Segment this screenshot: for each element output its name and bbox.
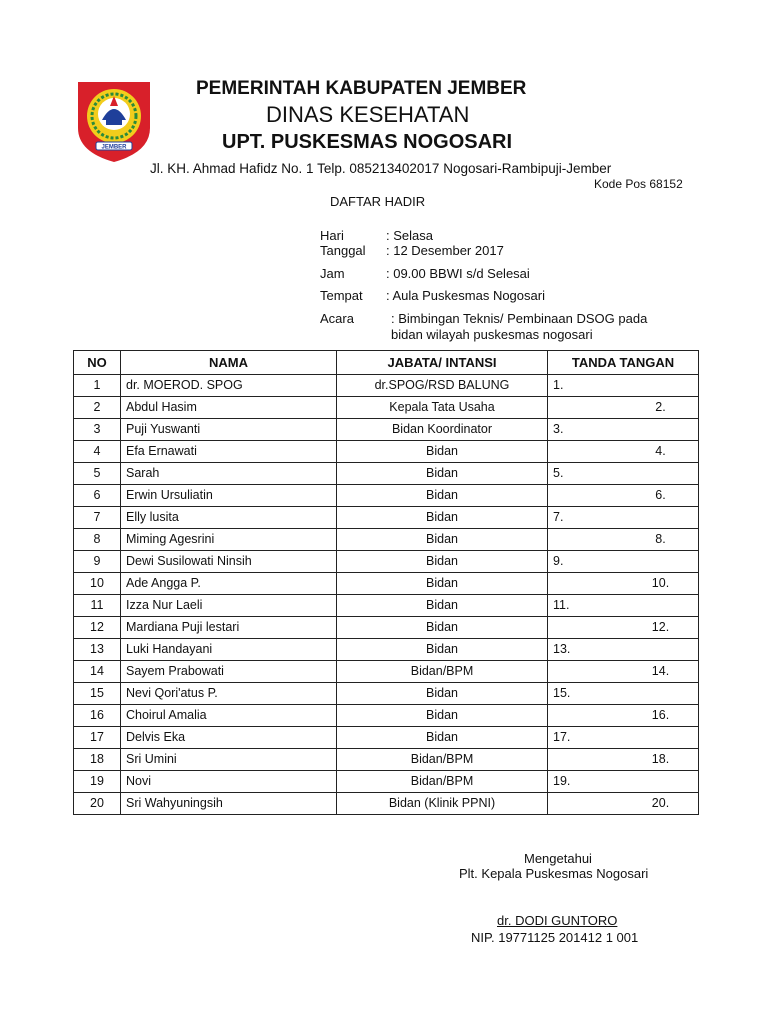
- cell-jabatan: Bidan: [337, 529, 548, 551]
- info-tempat-label: Tempat: [320, 288, 363, 303]
- cell-nama: Novi: [121, 771, 337, 793]
- cell-jabatan: Bidan/BPM: [337, 771, 548, 793]
- cell-nama: Puji Yuswanti: [121, 419, 337, 441]
- cell-jabatan: Bidan: [337, 463, 548, 485]
- cell-jabatan: Kepala Tata Usaha: [337, 397, 548, 419]
- info-jam-value: : 09.00 BBWI s/d Selesai: [386, 266, 530, 281]
- cell-no: 13: [74, 639, 121, 661]
- header-postal-code: Kode Pos 68152: [594, 177, 683, 191]
- cell-jabatan: dr.SPOG/RSD BALUNG: [337, 375, 548, 397]
- signature-nip: NIP. 19771125 201412 1 001: [471, 930, 639, 945]
- cell-tanda-tangan: 7.: [548, 507, 699, 529]
- table-row: [74, 771, 699, 793]
- cell-jabatan: Bidan: [337, 705, 548, 727]
- cell-no: 8: [74, 529, 121, 551]
- info-hari-label: Hari: [320, 228, 344, 243]
- signature-name: dr. DODI GUNTORO: [497, 913, 618, 928]
- signature-mengetahui: Mengetahui: [524, 851, 592, 866]
- cell-nama: Nevi Qori'atus P.: [121, 683, 337, 705]
- cell-no: 14: [74, 661, 121, 683]
- cell-tanda-tangan: 19.: [548, 771, 699, 793]
- cell-nama: Erwin Ursuliatin: [121, 485, 337, 507]
- cell-no: 19: [74, 771, 121, 793]
- signature-position: Plt. Kepala Puskesmas Nogosari: [459, 866, 649, 881]
- doc-title: DAFTAR HADIR: [330, 194, 426, 209]
- cell-no: 15: [74, 683, 121, 705]
- jember-regency-logo: [74, 78, 154, 164]
- table-row: [74, 441, 699, 463]
- cell-nama: Mardiana Puji lestari: [121, 617, 337, 639]
- attendance-table: [73, 350, 699, 815]
- cell-tanda-tangan: 13.: [548, 639, 699, 661]
- header-line2: DINAS KESEHATAN: [266, 102, 470, 127]
- cell-nama: Dewi Susilowati Ninsih: [121, 551, 337, 573]
- cell-jabatan: Bidan: [337, 639, 548, 661]
- cell-nama: Izza Nur Laeli: [121, 595, 337, 617]
- cell-tanda-tangan: 1.: [548, 375, 699, 397]
- cell-no: 16: [74, 705, 121, 727]
- cell-jabatan: Bidan: [337, 617, 548, 639]
- cell-nama: Luki Handayani: [121, 639, 337, 661]
- cell-nama: Abdul Hasim: [121, 397, 337, 419]
- table-row: [74, 595, 699, 617]
- header-address: Jl. KH. Ahmad Hafidz No. 1 Telp. 085213402017 Nogosari-Rambipuji-Jember: [150, 161, 612, 176]
- table-row: [74, 507, 699, 529]
- cell-no: 6: [74, 485, 121, 507]
- info-tanggal-value: : 12 Desember 2017: [386, 243, 504, 258]
- cell-tanda-tangan: 17.: [548, 727, 699, 749]
- cell-nama: Sayem Prabowati: [121, 661, 337, 683]
- cell-no: 11: [74, 595, 121, 617]
- cell-tanda-tangan: 14.: [548, 661, 699, 683]
- cell-nama: dr. MOEROD. SPOG: [121, 375, 337, 397]
- cell-no: 9: [74, 551, 121, 573]
- cell-no: 7: [74, 507, 121, 529]
- table-row: [74, 551, 699, 573]
- cell-no: 3: [74, 419, 121, 441]
- cell-no: 4: [74, 441, 121, 463]
- cell-tanda-tangan: 9.: [548, 551, 699, 573]
- cell-tanda-tangan: 5.: [548, 463, 699, 485]
- cell-jabatan: Bidan: [337, 683, 548, 705]
- cell-tanda-tangan: 10.: [548, 573, 699, 595]
- cell-no: 10: [74, 573, 121, 595]
- info-acara-value-1: : Bimbingan Teknis/ Pembinaan DSOG pada: [391, 311, 648, 326]
- table-row: [74, 727, 699, 749]
- cell-jabatan: Bidan: [337, 551, 548, 573]
- col-header-tanda-tangan: TANDA TANGAN: [548, 351, 699, 375]
- table-row: [74, 463, 699, 485]
- info-tempat-value: : Aula Puskesmas Nogosari: [386, 288, 545, 303]
- cell-jabatan: Bidan: [337, 507, 548, 529]
- cell-no: 2: [74, 397, 121, 419]
- cell-nama: Sri Wahyuningsih: [121, 793, 337, 815]
- cell-no: 1: [74, 375, 121, 397]
- cell-nama: Sri Umini: [121, 749, 337, 771]
- cell-tanda-tangan: 4.: [548, 441, 699, 463]
- cell-no: 5: [74, 463, 121, 485]
- cell-no: 17: [74, 727, 121, 749]
- table-row: [74, 485, 699, 507]
- cell-jabatan: Bidan: [337, 485, 548, 507]
- cell-jabatan: Bidan/BPM: [337, 661, 548, 683]
- table-row: [74, 617, 699, 639]
- cell-jabatan: Bidan: [337, 441, 548, 463]
- table-row: [74, 749, 699, 771]
- info-hari-value: : Selasa: [386, 228, 433, 243]
- cell-no: 18: [74, 749, 121, 771]
- cell-tanda-tangan: 6.: [548, 485, 699, 507]
- cell-tanda-tangan: 16.: [548, 705, 699, 727]
- table-row: [74, 397, 699, 419]
- table-header-row: [74, 351, 699, 375]
- cell-jabatan: Bidan Koordinator: [337, 419, 548, 441]
- header-line3: UPT. PUSKESMAS NOGOSARI: [222, 131, 513, 153]
- cell-tanda-tangan: 8.: [548, 529, 699, 551]
- cell-tanda-tangan: 20.: [548, 793, 699, 815]
- cell-tanda-tangan: 12.: [548, 617, 699, 639]
- cell-nama: Ade Angga P.: [121, 573, 337, 595]
- table-row: [74, 375, 699, 397]
- cell-nama: Delvis Eka: [121, 727, 337, 749]
- table-row: [74, 639, 699, 661]
- cell-jabatan: Bidan: [337, 727, 548, 749]
- cell-nama: Choirul Amalia: [121, 705, 337, 727]
- cell-jabatan: Bidan: [337, 573, 548, 595]
- table-row: [74, 419, 699, 441]
- cell-no: 20: [74, 793, 121, 815]
- cell-tanda-tangan: 18.: [548, 749, 699, 771]
- table-row: [74, 705, 699, 727]
- cell-no: 12: [74, 617, 121, 639]
- info-tanggal-label: Tanggal: [320, 243, 366, 258]
- cell-tanda-tangan: 3.: [548, 419, 699, 441]
- cell-jabatan: Bidan (Klinik PPNI): [337, 793, 548, 815]
- cell-tanda-tangan: 2.: [548, 397, 699, 419]
- table-row: [74, 661, 699, 683]
- cell-nama: Efa Ernawati: [121, 441, 337, 463]
- col-header-nama: NAMA: [121, 351, 337, 375]
- info-acara-value-2: bidan wilayah puskesmas nogosari: [391, 327, 593, 342]
- info-jam-label: Jam: [320, 266, 345, 281]
- cell-jabatan: Bidan/BPM: [337, 749, 548, 771]
- table-row: [74, 683, 699, 705]
- table-row: [74, 573, 699, 595]
- table-row: [74, 529, 699, 551]
- table-row: [74, 793, 699, 815]
- cell-nama: Elly lusita: [121, 507, 337, 529]
- info-acara-label: Acara: [320, 311, 354, 326]
- cell-tanda-tangan: 11.: [548, 595, 699, 617]
- header-line1: PEMERINTAH KABUPATEN JEMBER: [196, 78, 527, 99]
- cell-nama: Miming Agesrini: [121, 529, 337, 551]
- col-header-no: NO: [74, 351, 121, 375]
- logo-text: JEMBER: [101, 144, 127, 151]
- col-header-jabatan: JABATA/ INTANSI: [337, 351, 548, 375]
- cell-jabatan: Bidan: [337, 595, 548, 617]
- cell-nama: Sarah: [121, 463, 337, 485]
- cell-tanda-tangan: 15.: [548, 683, 699, 705]
